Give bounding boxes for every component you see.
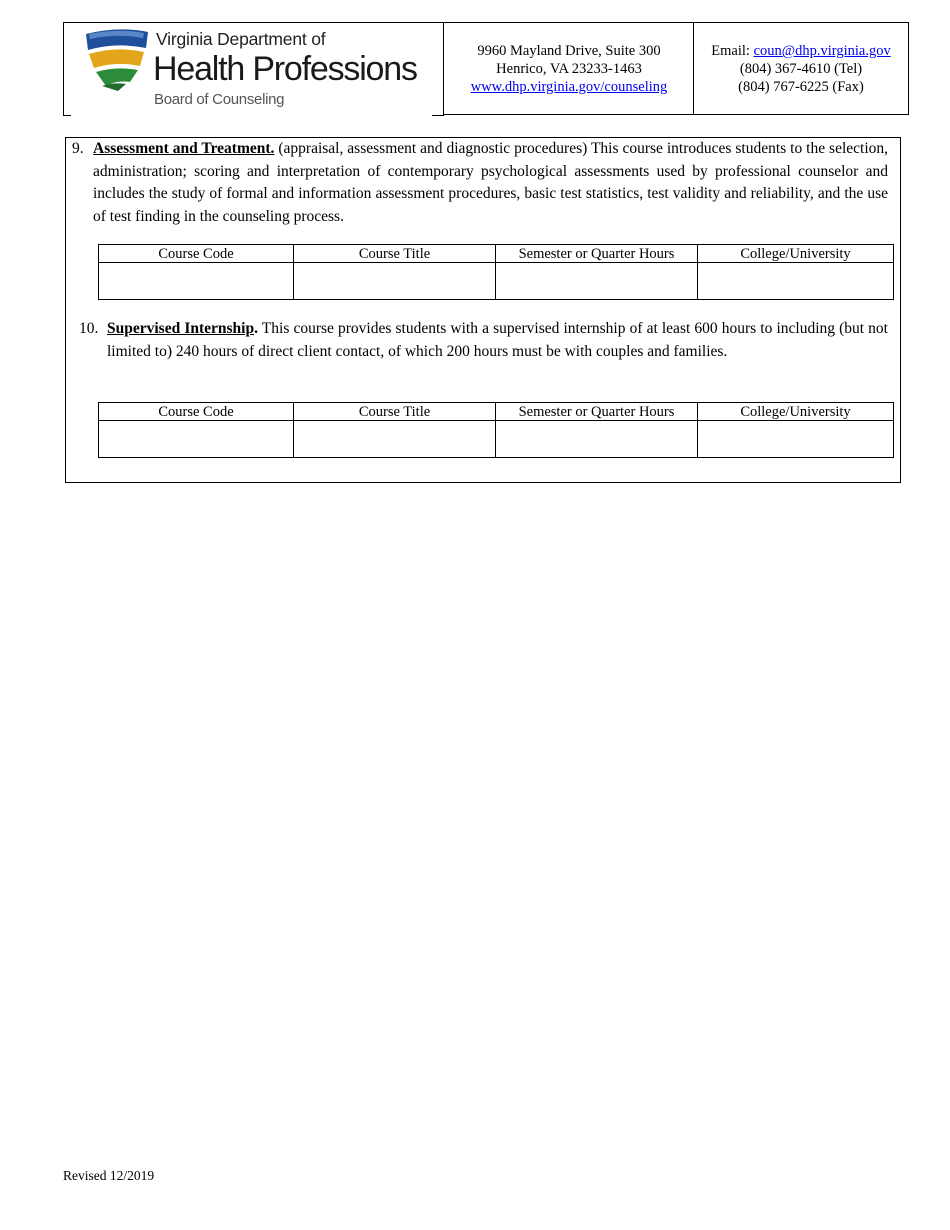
college-field[interactable] [698, 421, 894, 458]
course-title-field[interactable] [294, 421, 496, 458]
item-description: This course provides students with a supervised internship of at least 600 hours to including (but not limited to) 240 hours of direct client contact, of which 200 hours must be with couples and families. [107, 320, 888, 360]
item-title-period: . [254, 320, 258, 337]
item-title: Assessment and Treatment. [93, 140, 275, 157]
item-supervised-internship [79, 318, 888, 363]
logo-text-board: Board of Counseling [154, 91, 285, 108]
header-college: College/University [698, 403, 894, 421]
header-course-title: Course Title [294, 245, 496, 263]
dhp-shield-logo-icon [84, 28, 154, 92]
address-cell [443, 22, 694, 115]
table-header-row [99, 403, 894, 421]
course-requirements-box [65, 137, 901, 483]
header-course-code: Course Code [99, 245, 294, 263]
course-code-field[interactable] [99, 421, 294, 458]
letterhead [63, 22, 909, 115]
header-hours: Semester or Quarter Hours [496, 403, 698, 421]
phone-tel: (804) 367-4610 (Tel) [739, 61, 863, 77]
item-number: 9. [72, 140, 84, 157]
table-header-row [99, 245, 894, 263]
item-title: Supervised Internship [107, 320, 255, 337]
email-label: Email: [711, 43, 754, 59]
phone-fax: (804) 767-6225 (Fax) [738, 79, 864, 95]
course-title-field[interactable] [294, 263, 496, 300]
header-college: College/University [698, 245, 894, 263]
address-city: Henrico, VA 23233-1463 [496, 61, 642, 77]
header-course-code: Course Code [99, 403, 294, 421]
college-field[interactable] [698, 263, 894, 300]
header-course-title: Course Title [294, 403, 496, 421]
address-street: 9960 Mayland Drive, Suite 300 [477, 43, 661, 59]
logo-cell [63, 22, 443, 115]
revision-date: Revised 12/2019 [63, 1168, 155, 1183]
hours-field[interactable] [496, 421, 698, 458]
table-row [99, 421, 894, 458]
contact-cell [693, 22, 909, 115]
logo-text-dept: Virginia Department of [156, 29, 326, 49]
header-hours: Semester or Quarter Hours [496, 245, 698, 263]
item-assessment-treatment [72, 138, 888, 228]
table-row [99, 263, 894, 300]
course-code-field[interactable] [99, 263, 294, 300]
item-number: 10. [79, 320, 99, 337]
course-table-internship [98, 402, 894, 458]
course-table-assessment [98, 244, 894, 300]
website-link[interactable]: www.dhp.virginia.gov/counseling [470, 79, 668, 95]
item-description: (appraisal, assessment and diagnostic procedures) This course introduces students to the selection, administration; scoring and interpretation of contemporary psychological assessments used by professional counselor and includes the study of formal and information assessment procedures, basic test statistics, test validity and reliability, and the use of test finding in the counseling process. [93, 140, 888, 225]
logo-text-health-professions: Health Professions [153, 50, 417, 88]
email-link[interactable]: coun@dhp.virginia.gov [753, 43, 891, 59]
hours-field[interactable] [496, 263, 698, 300]
